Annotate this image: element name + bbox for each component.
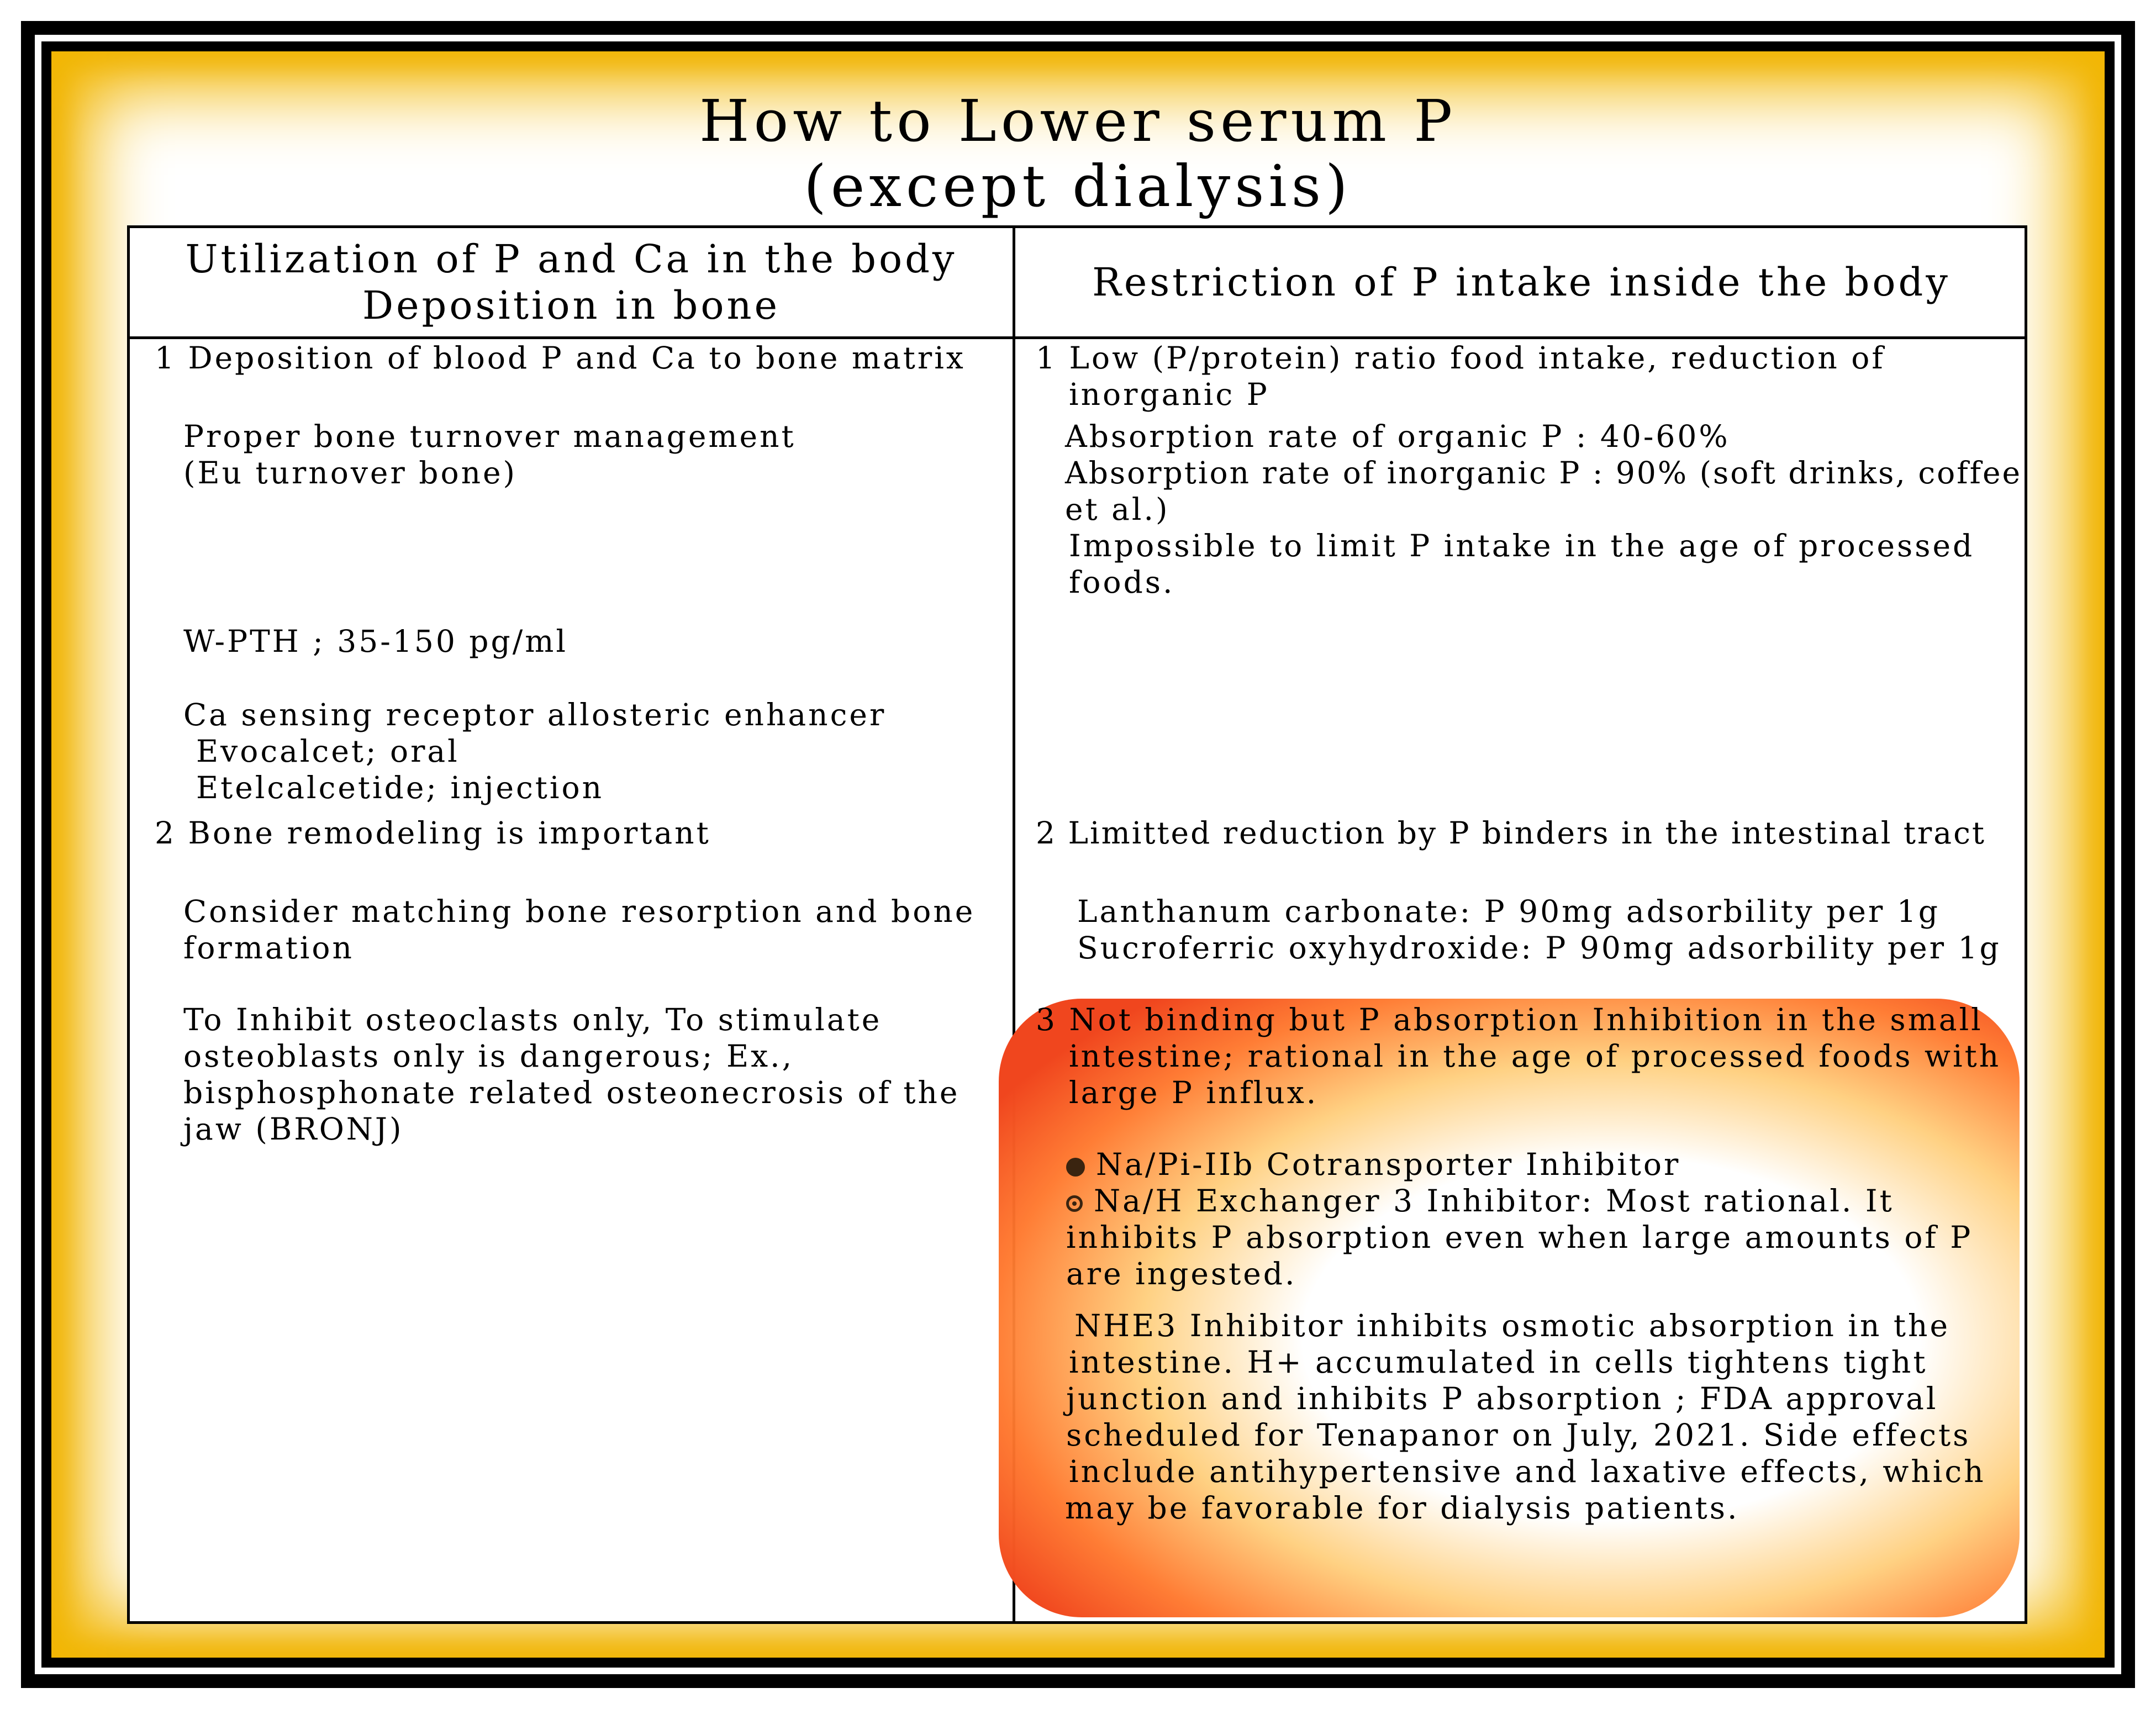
right-processed-foods: Impossible to limit P intake in the age of processed — [1069, 528, 1975, 563]
right-processed-foods-2: foods. — [1069, 565, 1175, 600]
left-item-2-line-2: formation — [183, 930, 354, 966]
right-item-3-line-3: large P influx. — [1069, 1075, 1319, 1110]
right-para-line-6: may be favorable for dialysis patients. — [1065, 1490, 1739, 1526]
slide-title — [51, 88, 2105, 219]
right-para-line-2: intestine. H+ accumulated in cells tightens tight — [1069, 1344, 1928, 1380]
right-nhe3-line-3: are ingested. — [1066, 1256, 1297, 1291]
right-para-line-5: include antihypertensive and laxative effects, which — [1069, 1454, 1986, 1489]
right-inorganic-absorption-2: et al.) — [1065, 492, 1170, 527]
right-lanthanum: Lanthanum carbonate: P 90mg adsorbility per 1g — [1077, 894, 1940, 929]
title-line-1: How to Lower serum P — [699, 87, 1457, 155]
double-circle-bullet-icon — [1066, 1195, 1083, 1212]
header-divider — [130, 336, 2025, 339]
title-line-2: (except dialysis) — [804, 152, 1352, 220]
left-item-2-title: 2 Bone remodeling is important — [155, 815, 711, 851]
nhe3-inhibitor-label: Na/H Exchanger 3 Inhibitor: Most rational. It — [1094, 1183, 1894, 1219]
right-item-1-title: 1 Low (P/protein) ratio food intake, reduction of — [1036, 340, 1885, 376]
right-inorganic-absorption: Absorption rate of inorganic P : 90% (soft drinks, coffee — [1065, 455, 2022, 490]
right-organic-absorption: Absorption rate of organic P : 40-60% — [1065, 419, 1730, 454]
left-column-header — [130, 228, 1013, 336]
right-header-text: Restriction of P intake inside the body — [1092, 260, 1951, 305]
left-etelcalcetide: Etelcalcetide; injection — [196, 770, 604, 805]
left-evocalcet: Evocalcet; oral — [196, 734, 460, 769]
left-pth-range: W-PTH ; 35-150 pg/ml — [183, 624, 568, 659]
right-para-line-4: scheduled for Tenapanor on July, 2021. Side effects — [1066, 1417, 1971, 1453]
right-item-3-line-2: intestine; rational in the age of processed foods with — [1069, 1038, 2001, 1074]
right-item-3-title: 3 Not binding but P absorption Inhibition in the small — [1036, 1002, 1983, 1037]
right-sucroferric: Sucroferric oxyhydroxide: P 90mg adsorbility per 1g — [1077, 930, 2001, 966]
right-para-line-3: junction and inhibits P absorption ; FDA approval — [1066, 1381, 1938, 1416]
left-item-1-line-1: Proper bone turnover management — [183, 419, 796, 454]
left-item-1-line-2: (Eu turnover bone) — [183, 455, 518, 490]
left-header-line-2: Deposition in bone — [362, 283, 780, 328]
right-column-header — [1015, 228, 2027, 336]
left-header-line-1: Utilization of P and Ca in the body — [185, 236, 957, 282]
left-ca-sensing: Ca sensing receptor allosteric enhancer — [183, 697, 887, 732]
left-item-2-line-3: To Inhibit osteoclasts only, To stimulate — [183, 1002, 882, 1037]
right-item-2-title: 2 Limitted reduction by P binders in the intestinal tract — [1036, 815, 1986, 851]
right-item-1-title-2: inorganic P — [1069, 377, 1269, 412]
filled-bullet-icon — [1066, 1158, 1085, 1177]
left-item-2-line-6: jaw (BRONJ) — [183, 1111, 404, 1147]
right-bullet-nhe3 — [1066, 1183, 1894, 1219]
left-item-2-line-1: Consider matching bone resorption and bone — [183, 894, 976, 929]
napi-inhibitor-label: Na/Pi-IIb Cotransporter Inhibitor — [1096, 1147, 1681, 1182]
right-bullet-napi — [1066, 1146, 1680, 1183]
left-item-2-line-4: osteoblasts only is dangerous; Ex., — [183, 1038, 794, 1074]
right-nhe3-line-2: inhibits P absorption even when large amounts of P — [1066, 1220, 1973, 1255]
left-item-1-title: 1 Deposition of blood P and Ca to bone matrix — [155, 340, 966, 376]
left-item-2-line-5: bisphosphonate related osteonecrosis of the — [183, 1075, 960, 1110]
right-para-line-1: NHE3 Inhibitor inhibits osmotic absorption in the — [1074, 1308, 1950, 1343]
